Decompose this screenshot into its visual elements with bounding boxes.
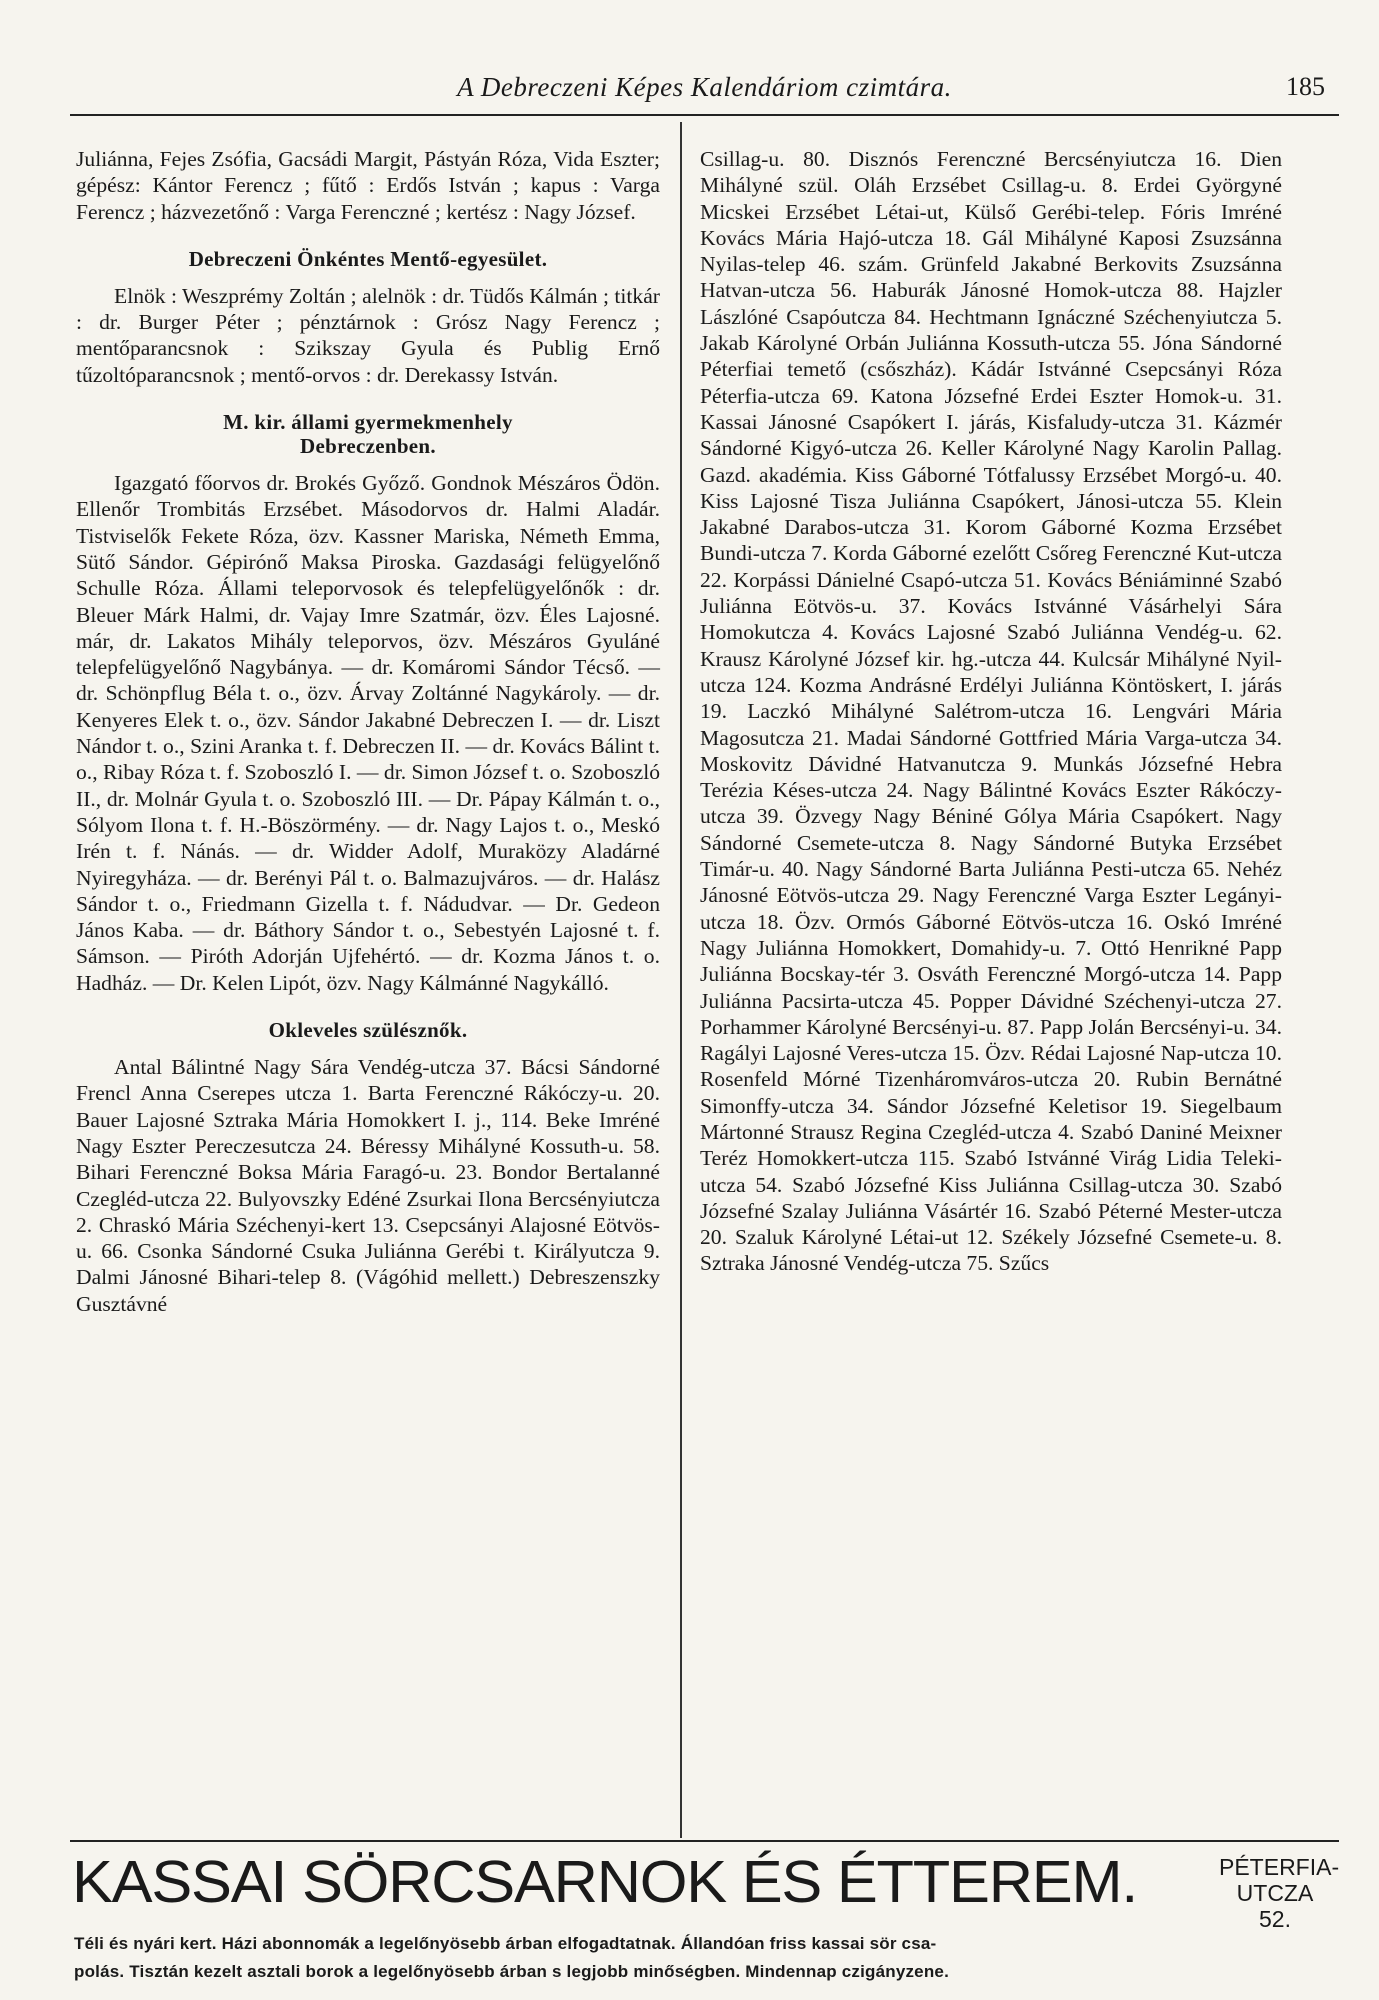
advert-headline: KASSAI SÖRCSARNOK ÉS ÉTTEREM. [72,1849,1138,1915]
running-header [70,72,1339,116]
section-szulesznok-text: Antal Bálintné Nagy Sára Vendég-utcza 37. Bácsi Sándorné Frencl Anna Cserepes utcza 1. Barta Ferenczné Rákóczy-u. 20. Bauer Lajosné Sztraka Mária Homokkert I. j., 114. Beke Imréné Nagy Eszter Pereczesutcza 24. Béressy Mihályné Kossuth-u. 58. Bihari Ferenczné Boksa Mária Faragó-u. 23. Bondor Bertalanné Czegléd-utcza 22. Bulyovszky Edéné Zsurkai Ilona Bercsényiutcza 2. Chraskó Mária Széchenyi-kert 13. Csepcsányi Alajosné Eötvös-u. 66. Csonka Sándorné Csuka Juliánna Gerébi t. Királyutcza 9. Dalmi Jánosné Bihari-telep 8. (Vágóhid mellett.) Debreszenszky Gusztávné [76,1055,660,1316]
section-heading-gyermekmenhely [76,410,660,458]
section-heading-szulesznok: Okleveles szülésznők. [268,1018,468,1043]
section-heading-gyermekmenhely-line2: Debreczenben. [300,434,436,459]
section-gyermekmenhely-text: Igazgató főorvos dr. Brokés Győző. Gondnok Mészáros Ödön. Ellenőr Trombitás Erzsébet. Másodorvos dr. Halmi Aladár. Tistviselők Fekete Róza, özv. Kassner Mariska, Németh Emma, Sütő Sándor. Gépirónő Maksa Piroska. Gazdasági felügyelőnő Schulle Róza. Állami teleporvosok és telepfelügyelőnők : dr. Bleuer Márk Halmi, dr. Vajay Imre Szatmár, özv. Éles Lajosné. már, dr. Lakatos Mihály teleporvos, özv. Mészáros Gyuláné telepfelügyelőnő Nagybánya. — dr. Komáromi Sándor Técső. — dr. Schönpflug Béla t. o., özv. Árvay Zoltánné Nagykároly. — dr. Kenyeres Elek t. o., özv. Sándor Jakabné Debreczen I. — dr. Liszt Nándor t. o., Szini Aranka t. f. Debreczen II. — dr. Kovács Bálint t. o., Ribay Róza t. f. Szoboszló I. — dr. Simon József t. o. Szoboszló II., dr. Molnár Gyula t. o. Szoboszló III. — Dr. Pápay Kálmán t. o., Sólyom Ilona t. f. H.-Böszörmény. — dr. Nagy Lajos t. o., Meskó Irén t. f. Nánás. — dr. Widder Adolf, Muraközy Aladárné Nyiregyháza. — dr. Berényi Pál t. o. Balmazujváros. — dr. Halász Sándor t. o., Friedmann Gizella t. f. Nádudvar. — Dr. Gedeon János Kaba. — dr. Báthory Sándor t. o., Sebestyén Lajosné t. f. Sámson. — Piróth Adorján Ujfehértó. — dr. Kozma János t. o. Hadház. — Dr. Kelen Lipót, özv. Nagy Kálmánné Nagykálló. [76,471,660,995]
header-rule [70,114,1339,116]
running-title: A Debreczeni Képes Kalendáriom czimtára. [457,72,952,102]
advert-address [1219,1854,1340,1932]
column-divider [680,122,682,1838]
advert-rule [70,1840,1339,1842]
advert-address-line2: UTCZA 52. [1236,1880,1314,1932]
page-number: 185 [1286,72,1325,101]
right-column-text: Csillag-u. 80. Disznós Ferenczné Bercsényiutcza 16. Dien Mihályné szül. Oláh Erzsébet Csillag-u. 8. Erdei Györgyné Micskei Erzsébet Létai-ut, Külső Gerébi-telep. Fóris Imréné Kovács Mária Hajó-utcza 18. Gál Mihályné Kaposi Zsuzsánna Nyilas-telep 46. szám. Grünfeld Jakabné Berkovits Zsuzsánna Hatvan-utcza 56. Haburák Jánosné Homok-utcza 88. Hajzler Lászlóné Csapóutcza 84. Hechtmann Ignáczné Széchenyiutcza 5. Jakab Károlyné Orbán Juliánna Kossuth-utcza 55. Jóna Sándorné Péterfiai temető (csőszház). Kádár Istvánné Csepcsányi Róza Péterfia-utcza 69. Katona Józsefné Erdei Eszter Homok-u. 31. Kassai Jánosné Csapókert I. járás, Kisfaludy-utcza 31. Kázmér Sándorné Kigyó-utcza 26. Keller Károlyné Nagy Karolin Pallag. Gazd. akadémia. Kiss Gáborné Tótfalussy Erzsébet Morgó-u. 40. Kiss Lajosné Tisza Juliánna Csapókert, Jánosi-utcza 55. Klein Jakabné Darabos-utcza 31. Korom Gáborné Kozma Erzsébet Bundi-utcza 7. Korda Gáborné ezelőtt Csőreg Ferenczné Kut-utcza 22. Korpássi Dánielné Csapó-utcza 51. Kovács Béniáminné Szabó Juliánna Eötvös-u. 37. Kovács Istvánné Vásárhelyi Sára Homokutcza 4. Kovács Lajosné Szabó Juliánna Vendég-u. 62. Krausz Károlyné József kir. hg.-utcza 44. Kulcsár Mihályné Nyil-utcza 124. Kozma Andrásné Erdélyi Juliánna Köntöskert, I. járás 19. Laczkó Mihályné Salétrom-utcza 16. Lengvári Mária Magosutcza 21. Madai Sándorné Gottfried Mária Varga-utcza 34. Moskovitz Dávidné Hatvanutcza 9. Munkás Józsefné Hebra Terézia Késes-utcza 24. Nagy Bálintné Kovács Eszter Rákóczy-utcza 39. Özvegy Nagy Béniné Gólya Mária Csapókert. Nagy Sándorné Csemete-utcza 8. Nagy Sándorné Butyka Erzsébet Timár-u. 40. Nagy Sándorné Barta Juliánna Pesti-utcza 65. Nehéz Jánosné Eötvös-utcza 29. Nagy Ferenczné Varga Eszter Legányi-utcza 18. Özv. Ormós Gáborné Eötvös-utcza 16. Oskó Imréné Nagy Juliánna Homokkert, Domahidy-u. 7. Ottó Henrikné Papp Juliánna Bocskay-tér 3. Osváth Ferenczné Morgó-utcza 14. Papp Juliánna Pacsirta-utcza 45. Popper Dávidné Széchenyi-utcza 27. Porhammer Károlyné Bercsényi-u. 87. Papp Jolán Bercsényi-u. 34. Ragályi Lajosné Veres-utcza 15. Özv. Rédai Lajosné Nap-utcza 10. Rosenfeld Mórné Tizenháromváros-utcza 20. Rubin Bernátné Simonffy-utcza 34. Sándor Józsefné Keletisor 19. Siegelbaum Mártonné Strausz Regina Czegléd-utcza 4. Szabó Daniné Meixner Teréz Homokkert-utcza 115. Szabó Istvánné Virág Lidia Teleki-utcza 54. Szabó Józsefné Kiss Juliánna Csillag-utcza 30. Szabó Józsefné Szalay Juliánna Vásártér 16. Szabó Péterné Mester-utcza 20. Szaluk Károlyné Létai-ut 12. Székely Józsefné Csemete-u. 8. Sztraka Jánosné Vendég-utcza 75. Szűcs [700,147,1282,1276]
section-heading-gyermekmenhely-line1: M. kir. állami gyermekmenhely [223,410,513,435]
advert-address-line1: PÉTERFIA- [1219,1854,1340,1880]
intro-paragraph: Juliánna, Fejes Zsófia, Gacsádi Margit, Pástyán Róza, Vida Eszter; gépész: Kántor Ferencz ; fűtő : Erdős István ; kapus : Varga Ferencz ; házvezetőnő : Varga Ferenczné ; kertész : Nagy József. [76,147,660,224]
advertisement [70,1848,1339,1988]
advert-line1: Téli és nyári kert. Házi abonnomák a legelőnyösebb árban elfogadtatnak. Állandóan friss kassai sör csa- [74,1934,937,1953]
advert-line2: polás. Tisztán kezelt asztali borok a legelőnyösebb árban s legjobb minőségben. Mindennap czigányzene. [74,1962,949,1981]
section-mento-egyesulet-text: Elnök : Weszprémy Zoltán ; alelnök : dr. Tüdős Kálmán ; titkár : dr. Burger Péter ; pénztárnok : Grósz Nagy Ferencz ; mentőparancsnok : Szikszay Gyula és Publig Ernő tűzoltóparancsnok ; mentő-orvos : dr. Derekassy István. [76,283,660,387]
right-column [700,146,1282,1277]
section-heading-mento-egyesulet: Debreczeni Önkéntes Mentő-egyesület. [188,246,548,271]
left-column [76,146,660,1317]
